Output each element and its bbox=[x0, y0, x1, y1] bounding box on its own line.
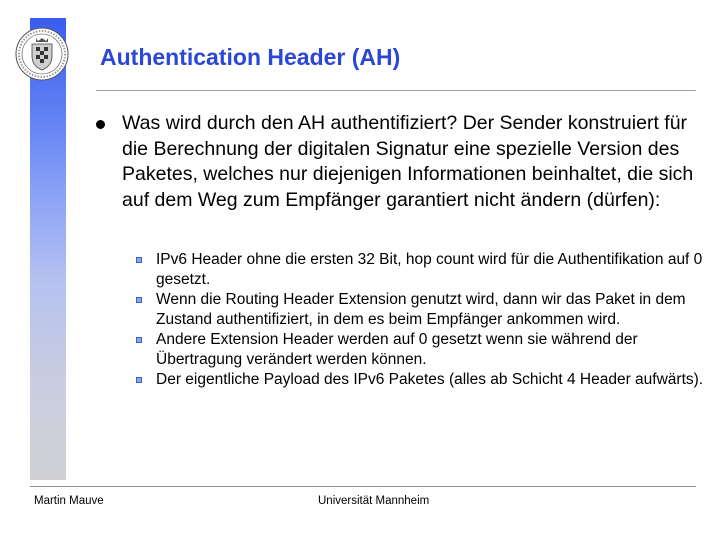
sub-bullet-text: Andere Extension Header werden auf 0 gesetzt wenn sie während der Übertragung verändert werden können. bbox=[156, 331, 638, 368]
footer-divider bbox=[30, 486, 696, 487]
sub-bullet-list bbox=[136, 250, 704, 390]
footer-institution: Universität Mannheim bbox=[318, 495, 430, 507]
bullet-dot-icon bbox=[96, 120, 105, 129]
sub-bullet-item bbox=[136, 370, 704, 390]
square-bullet-icon bbox=[136, 337, 142, 343]
sub-bullet-text: Wenn die Routing Header Extension genutzt wird, dann wir das Paket in dem Zustand authentifiziert, in dem es beim Empfänger ankommen wird. bbox=[156, 291, 686, 328]
footer-author: Martin Mauve bbox=[34, 495, 104, 507]
sub-bullet-item bbox=[136, 330, 704, 370]
title-divider bbox=[96, 90, 696, 91]
sidebar-gradient-bar bbox=[30, 18, 66, 480]
square-bullet-icon bbox=[136, 377, 142, 383]
main-bullet-text: Was wird durch den AH authentifiziert? Der Sender konstruiert für die Berechnung der digitalen Signatur eine spezielle Version des Paketes, welches nur diejenigen Informationen beinhaltet, die sich auf dem Weg zum Empfänger garantiert nicht ändern (dürfen): bbox=[122, 112, 694, 211]
square-bullet-icon bbox=[136, 297, 142, 303]
sub-bullet-item bbox=[136, 250, 704, 290]
square-bullet-icon bbox=[136, 257, 142, 263]
sub-bullet-text: IPv6 Header ohne die ersten 32 Bit, hop count wird für die Authentifikation auf 0 gesetzt. bbox=[156, 251, 703, 288]
sub-bullet-item bbox=[136, 290, 704, 330]
university-seal-icon bbox=[14, 26, 70, 82]
main-bullet bbox=[96, 111, 696, 213]
sub-bullet-text: Der eigentliche Payload des IPv6 Paketes (alles ab Schicht 4 Header aufwärts). bbox=[156, 371, 704, 388]
slide-title: Authentication Header (AH) bbox=[100, 44, 401, 70]
